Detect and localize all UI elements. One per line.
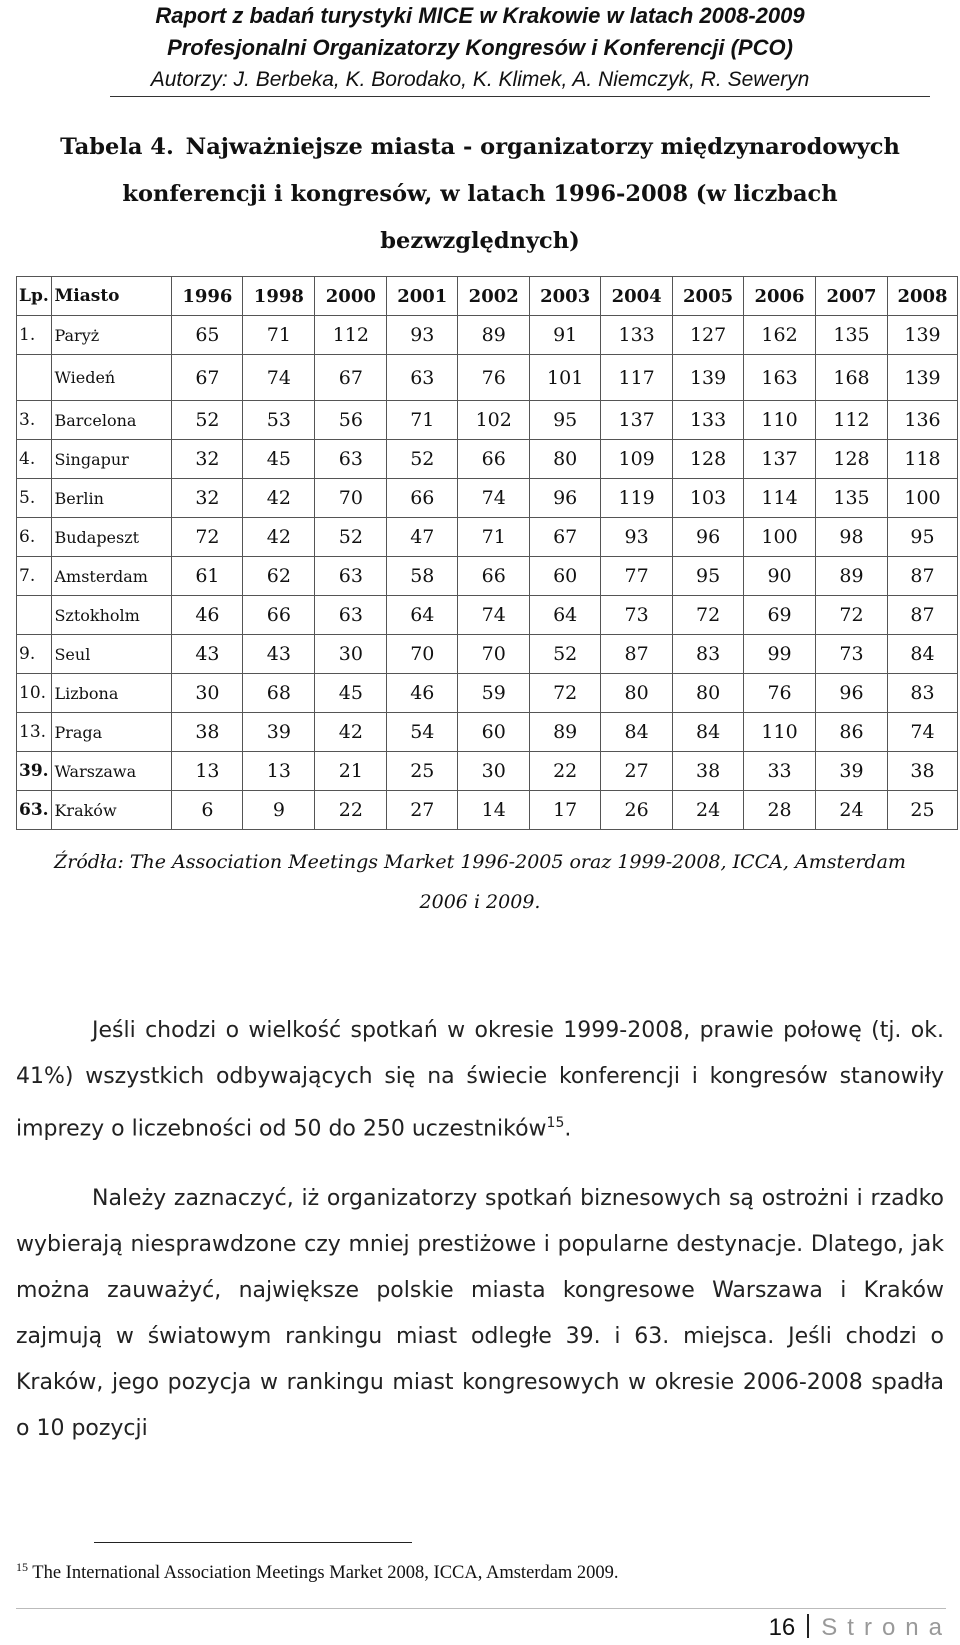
value-cell: 98 <box>816 518 888 557</box>
value-cell: 139 <box>888 355 958 401</box>
value-cell: 52 <box>387 440 458 479</box>
value-cell: 13 <box>243 752 315 791</box>
value-cell: 87 <box>601 635 673 674</box>
header-year: 2006 <box>744 277 816 316</box>
value-cell: 70 <box>315 479 387 518</box>
header-year: 1996 <box>172 277 243 316</box>
value-cell: 30 <box>172 674 243 713</box>
value-cell: 96 <box>816 674 888 713</box>
page-separator <box>807 1614 809 1638</box>
header-year: 2004 <box>601 277 673 316</box>
value-cell: 91 <box>530 316 601 355</box>
value-cell: 66 <box>387 479 458 518</box>
rank-cell: 13. <box>17 713 52 752</box>
value-cell: 54 <box>387 713 458 752</box>
value-cell: 9 <box>243 791 315 830</box>
value-cell: 59 <box>458 674 530 713</box>
table-row <box>17 479 958 518</box>
header-year: 2002 <box>458 277 530 316</box>
city-cell: Lizbona <box>52 674 172 713</box>
rank-cell: 39. <box>17 752 52 791</box>
rank-cell: 7. <box>17 557 52 596</box>
value-cell: 89 <box>530 713 601 752</box>
value-cell: 66 <box>458 440 530 479</box>
rank-cell: 9. <box>17 635 52 674</box>
value-cell: 72 <box>673 596 744 635</box>
running-header <box>0 0 960 96</box>
rank-cell: 6. <box>17 518 52 557</box>
value-cell: 118 <box>888 440 958 479</box>
value-cell: 25 <box>888 791 958 830</box>
value-cell: 99 <box>744 635 816 674</box>
value-cell: 64 <box>530 596 601 635</box>
value-cell: 133 <box>601 316 673 355</box>
value-cell: 32 <box>172 440 243 479</box>
value-cell: 93 <box>387 316 458 355</box>
value-cell: 17 <box>530 791 601 830</box>
value-cell: 72 <box>816 596 888 635</box>
table-source <box>20 842 940 922</box>
header-year: 2003 <box>530 277 601 316</box>
value-cell: 42 <box>243 479 315 518</box>
report-subtitle: Profesjonalni Organizatorzy Kongresów i Konferencji (PCO) <box>167 35 793 60</box>
value-cell: 71 <box>243 316 315 355</box>
value-cell: 65 <box>172 316 243 355</box>
value-cell: 52 <box>315 518 387 557</box>
value-cell: 137 <box>601 401 673 440</box>
header-city: Miasto <box>52 277 172 316</box>
value-cell: 30 <box>315 635 387 674</box>
value-cell: 77 <box>601 557 673 596</box>
table-row <box>17 674 958 713</box>
value-cell: 139 <box>888 316 958 355</box>
value-cell: 63 <box>315 557 387 596</box>
rank-cell: 3. <box>17 401 52 440</box>
paragraph <box>16 1008 944 1152</box>
table-header-row <box>17 277 958 316</box>
value-cell: 52 <box>172 401 243 440</box>
value-cell: 38 <box>888 752 958 791</box>
value-cell: 96 <box>673 518 744 557</box>
value-cell: 70 <box>387 635 458 674</box>
value-cell: 76 <box>458 355 530 401</box>
value-cell: 72 <box>172 518 243 557</box>
page-footer <box>769 1614 952 1642</box>
value-cell: 135 <box>816 316 888 355</box>
value-cell: 109 <box>601 440 673 479</box>
header-year: 2008 <box>888 277 958 316</box>
city-cell: Seul <box>52 635 172 674</box>
value-cell: 136 <box>888 401 958 440</box>
value-cell: 67 <box>172 355 243 401</box>
value-cell: 102 <box>458 401 530 440</box>
value-cell: 53 <box>243 401 315 440</box>
rank-cell: 10. <box>17 674 52 713</box>
value-cell: 42 <box>315 713 387 752</box>
value-cell: 83 <box>673 635 744 674</box>
value-cell: 84 <box>673 713 744 752</box>
value-cell: 63 <box>315 596 387 635</box>
header-year: 2000 <box>315 277 387 316</box>
table-row <box>17 635 958 674</box>
value-cell: 22 <box>315 791 387 830</box>
value-cell: 162 <box>744 316 816 355</box>
value-cell: 62 <box>243 557 315 596</box>
paragraph-text: Jeśli chodzi o wielkość spotkań w okresie 1999-2008, prawie połowę (tj. ok. 41%) wszystkich odbywających się na świecie konferencji i kongresów stanowiły imprezy o liczebności od 50 do 250 uczestników <box>16 1018 944 1142</box>
rank-cell <box>17 355 52 401</box>
value-cell: 63 <box>387 355 458 401</box>
header-year: 2007 <box>816 277 888 316</box>
paragraph-end: . <box>564 1116 572 1142</box>
table-row <box>17 440 958 479</box>
value-cell: 95 <box>888 518 958 557</box>
value-cell: 84 <box>888 635 958 674</box>
value-cell: 139 <box>673 355 744 401</box>
value-cell: 39 <box>243 713 315 752</box>
footer-divider <box>16 1608 946 1609</box>
value-cell: 67 <box>315 355 387 401</box>
table-row <box>17 752 958 791</box>
value-cell: 110 <box>744 401 816 440</box>
source-line: Źródła: The Association Meetings Market 1996-2005 oraz 1999-2008, ICCA, Amsterdam <box>54 851 906 873</box>
value-cell: 128 <box>673 440 744 479</box>
value-cell: 89 <box>458 316 530 355</box>
value-cell: 133 <box>673 401 744 440</box>
city-cell: Budapeszt <box>52 518 172 557</box>
table-row <box>17 791 958 830</box>
value-cell: 74 <box>243 355 315 401</box>
value-cell: 69 <box>744 596 816 635</box>
table-row <box>17 596 958 635</box>
value-cell: 66 <box>243 596 315 635</box>
value-cell: 68 <box>243 674 315 713</box>
value-cell: 64 <box>387 596 458 635</box>
value-cell: 38 <box>673 752 744 791</box>
value-cell: 103 <box>673 479 744 518</box>
value-cell: 100 <box>888 479 958 518</box>
rank-cell <box>17 596 52 635</box>
value-cell: 119 <box>601 479 673 518</box>
value-cell: 24 <box>673 791 744 830</box>
body-text <box>16 1008 944 1452</box>
value-cell: 101 <box>530 355 601 401</box>
value-cell: 45 <box>243 440 315 479</box>
value-cell: 14 <box>458 791 530 830</box>
rank-cell: 5. <box>17 479 52 518</box>
value-cell: 58 <box>387 557 458 596</box>
value-cell: 66 <box>458 557 530 596</box>
value-cell: 74 <box>458 479 530 518</box>
value-cell: 28 <box>744 791 816 830</box>
value-cell: 87 <box>888 557 958 596</box>
header-year: 2005 <box>673 277 744 316</box>
value-cell: 71 <box>458 518 530 557</box>
value-cell: 117 <box>601 355 673 401</box>
table-row <box>17 316 958 355</box>
value-cell: 32 <box>172 479 243 518</box>
value-cell: 47 <box>387 518 458 557</box>
rank-cell: 63. <box>17 791 52 830</box>
city-cell: Singapur <box>52 440 172 479</box>
table-row <box>17 518 958 557</box>
city-cell: Barcelona <box>52 401 172 440</box>
value-cell: 74 <box>458 596 530 635</box>
value-cell: 73 <box>601 596 673 635</box>
table-caption <box>20 124 940 265</box>
value-cell: 30 <box>458 752 530 791</box>
value-cell: 27 <box>387 791 458 830</box>
report-title: Raport z badań turystyki MICE w Krakowie w latach 2008-2009 <box>155 3 805 28</box>
value-cell: 71 <box>387 401 458 440</box>
value-cell: 112 <box>315 316 387 355</box>
value-cell: 110 <box>744 713 816 752</box>
table-row <box>17 713 958 752</box>
value-cell: 27 <box>601 752 673 791</box>
footnote-text: The International Association Meetings Market 2008, ICCA, Amsterdam 2009. <box>32 1563 619 1584</box>
table-caption-text: Najważniejsze miasta - organizatorzy międzynarodowych konferencji i kongresów, w latach 1996-2008 (w liczbach bezwzględnych) <box>122 134 900 254</box>
value-cell: 52 <box>530 635 601 674</box>
footnote-number: 15 <box>16 1560 28 1574</box>
value-cell: 72 <box>530 674 601 713</box>
value-cell: 6 <box>172 791 243 830</box>
value-cell: 45 <box>315 674 387 713</box>
value-cell: 26 <box>601 791 673 830</box>
value-cell: 56 <box>315 401 387 440</box>
table-row <box>17 355 958 401</box>
report-authors: Autorzy: J. Berbeka, K. Borodako, K. Klimek, A. Niemczyk, R. Seweryn <box>150 68 810 91</box>
city-cell: Sztokholm <box>52 596 172 635</box>
value-cell: 43 <box>243 635 315 674</box>
value-cell: 114 <box>744 479 816 518</box>
value-cell: 38 <box>172 713 243 752</box>
value-cell: 22 <box>530 752 601 791</box>
value-cell: 24 <box>816 791 888 830</box>
header-lp: Lp. <box>17 277 52 316</box>
footnote-divider <box>94 1542 412 1543</box>
value-cell: 25 <box>387 752 458 791</box>
city-cell: Wiedeń <box>52 355 172 401</box>
city-cell: Paryż <box>52 316 172 355</box>
value-cell: 87 <box>888 596 958 635</box>
page-number: 16 <box>768 1614 796 1641</box>
value-cell: 21 <box>315 752 387 791</box>
header-divider <box>110 96 930 97</box>
value-cell: 39 <box>816 752 888 791</box>
value-cell: 100 <box>744 518 816 557</box>
value-cell: 86 <box>816 713 888 752</box>
value-cell: 84 <box>601 713 673 752</box>
value-cell: 13 <box>172 752 243 791</box>
cities-table <box>16 276 958 830</box>
value-cell: 137 <box>744 440 816 479</box>
value-cell: 74 <box>888 713 958 752</box>
value-cell: 95 <box>530 401 601 440</box>
value-cell: 70 <box>458 635 530 674</box>
table-row <box>17 557 958 596</box>
value-cell: 83 <box>888 674 958 713</box>
rank-cell: 1. <box>17 316 52 355</box>
value-cell: 89 <box>816 557 888 596</box>
value-cell: 163 <box>744 355 816 401</box>
value-cell: 127 <box>673 316 744 355</box>
value-cell: 90 <box>744 557 816 596</box>
city-cell: Amsterdam <box>52 557 172 596</box>
table-caption-label: Tabela 4. <box>60 134 174 160</box>
value-cell: 112 <box>816 401 888 440</box>
footnote-reference: 15 <box>546 1115 565 1131</box>
city-cell: Berlin <box>52 479 172 518</box>
table-row <box>17 401 958 440</box>
value-cell: 93 <box>601 518 673 557</box>
value-cell: 63 <box>315 440 387 479</box>
value-cell: 43 <box>172 635 243 674</box>
city-cell: Warszawa <box>52 752 172 791</box>
value-cell: 96 <box>530 479 601 518</box>
value-cell: 61 <box>172 557 243 596</box>
source-line: 2006 i 2009. <box>419 891 541 913</box>
header-year: 2001 <box>387 277 458 316</box>
value-cell: 95 <box>673 557 744 596</box>
page-label: Strona <box>821 1614 952 1641</box>
value-cell: 80 <box>530 440 601 479</box>
value-cell: 60 <box>458 713 530 752</box>
value-cell: 42 <box>243 518 315 557</box>
value-cell: 60 <box>530 557 601 596</box>
rank-cell: 4. <box>17 440 52 479</box>
value-cell: 67 <box>530 518 601 557</box>
value-cell: 76 <box>744 674 816 713</box>
city-cell: Praga <box>52 713 172 752</box>
value-cell: 46 <box>387 674 458 713</box>
value-cell: 128 <box>816 440 888 479</box>
value-cell: 46 <box>172 596 243 635</box>
value-cell: 33 <box>744 752 816 791</box>
value-cell: 135 <box>816 479 888 518</box>
value-cell: 73 <box>816 635 888 674</box>
paragraph: Należy zaznaczyć, iż organizatorzy spotkań biznesowych są ostrożni i rzadko wybierają niesprawdzone czy mniej prestiżowe i popularne destynacje. Dlatego, jak można zauważyć, największe polskie miasta kongresowe Warszawa i Kraków zajmują w światowym rankingu miast odległe 39. i 63. miejsca. Jeśli chodzi o Kraków, jego pozycja w rankingu miast kongresowych w okresie 2006-2008 spadła o 10 pozycji <box>16 1186 944 1442</box>
city-cell: Kraków <box>52 791 172 830</box>
value-cell: 80 <box>673 674 744 713</box>
header-year: 1998 <box>243 277 315 316</box>
value-cell: 80 <box>601 674 673 713</box>
value-cell: 168 <box>816 355 888 401</box>
footnote <box>16 1560 946 1584</box>
